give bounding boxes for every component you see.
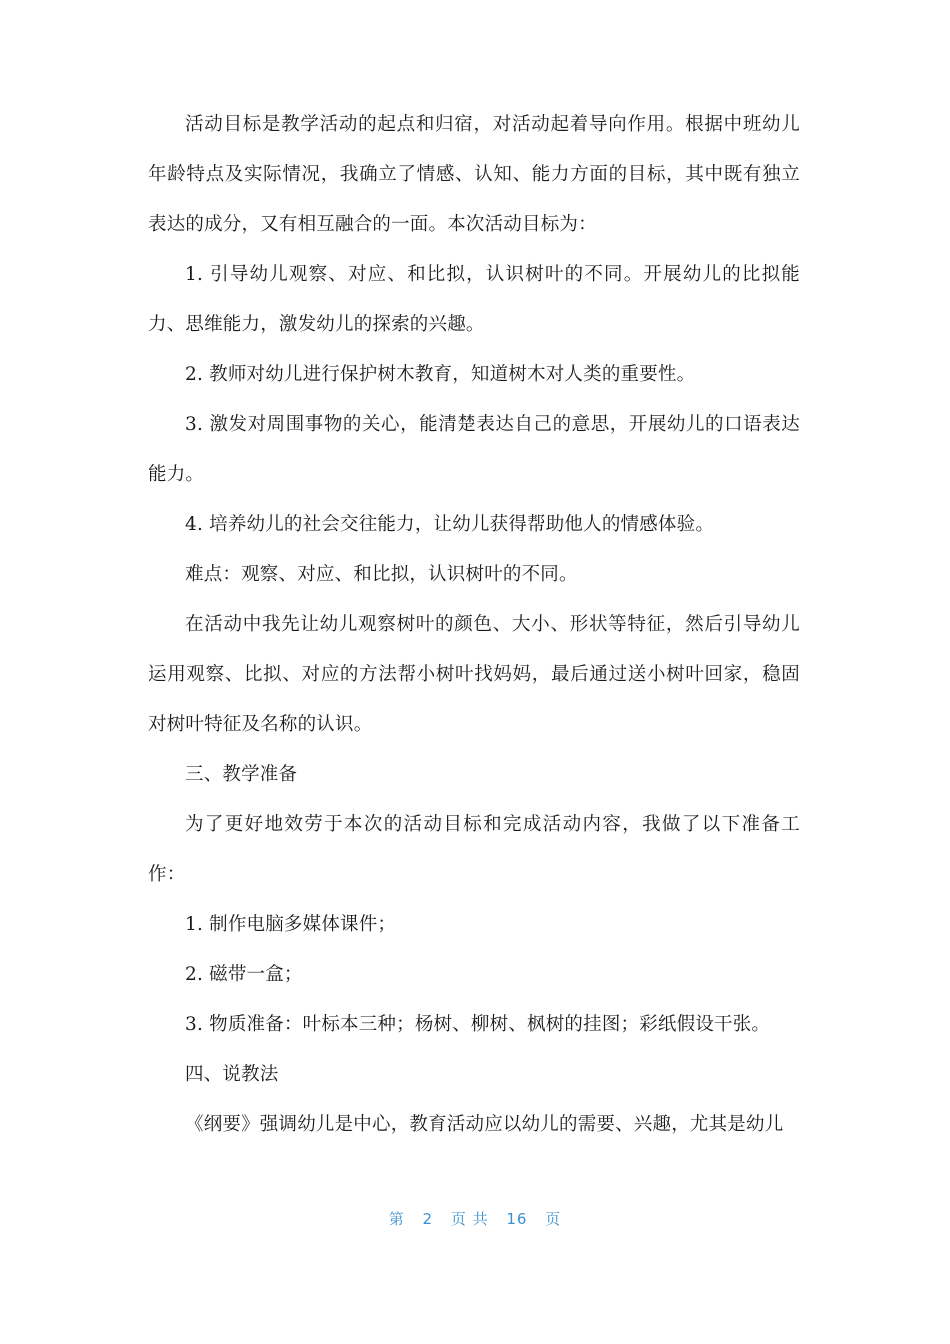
paragraph-preparation-intro: 为了更好地效劳于本次的活动目标和完成活动内容，我做了以下准备工作：	[148, 814, 800, 885]
heading-teaching-preparation: 三、教学准备	[185, 764, 298, 785]
paragraph-preparation-2: 2. 磁带一盒；	[185, 964, 303, 985]
document-body	[148, 100, 800, 1150]
paragraph-difficulty: 难点：观察、对应、和比拟，认识树叶的不同。	[185, 564, 578, 585]
footer-prefix: 第	[388, 1210, 405, 1228]
page-footer	[0, 1208, 950, 1229]
paragraph-preparation-1: 1. 制作电脑多媒体课件；	[185, 914, 397, 935]
paragraph-guideline: 《纲要》强调幼儿是中心，教育活动应以幼儿的需要、兴趣，尤其是幼儿	[185, 1114, 784, 1135]
paragraph-preparation-3: 3. 物质准备：叶标本三种；杨树、柳树、枫树的挂图；彩纸假设干张。	[185, 1014, 771, 1035]
footer-suffix: 页	[545, 1210, 562, 1228]
paragraph-objective-1: 1. 引导幼儿观察、对应、和比拟，认识树叶的不同。开展幼儿的比拟能力、思维能力，激发幼儿的探索的兴趣。	[148, 264, 800, 335]
paragraph-objectives-intro: 活动目标是教学活动的起点和归宿，对活动起着导向作用。根据中班幼儿年龄特点及实际情况，我确立了情感、认知、能力方面的目标，其中既有独立表达的成分，又有相互融合的一面。本次活动目标为：	[148, 114, 800, 235]
footer-current-page: 2	[422, 1210, 434, 1228]
footer-middle: 页 共	[450, 1210, 489, 1228]
paragraph-objective-2: 2. 教师对幼儿进行保护树木教育，知道树木对人类的重要性。	[185, 364, 696, 385]
paragraph-activity-process: 在活动中我先让幼儿观察树叶的颜色、大小、形状等特征，然后引导幼儿运用观察、比拟、对应的方法帮小树叶找妈妈，最后通过送小树叶回家，稳固对树叶特征及名称的认识。	[148, 614, 800, 735]
heading-teaching-method: 四、说教法	[185, 1064, 279, 1085]
paragraph-objective-4: 4. 培养幼儿的社会交往能力，让幼儿获得帮助他人的情感体验。	[185, 514, 715, 535]
footer-total-pages: 16	[506, 1210, 528, 1228]
paragraph-objective-3: 3. 激发对周围事物的关心，能清楚表达自己的意思，开展幼儿的口语表达能力。	[148, 414, 800, 485]
